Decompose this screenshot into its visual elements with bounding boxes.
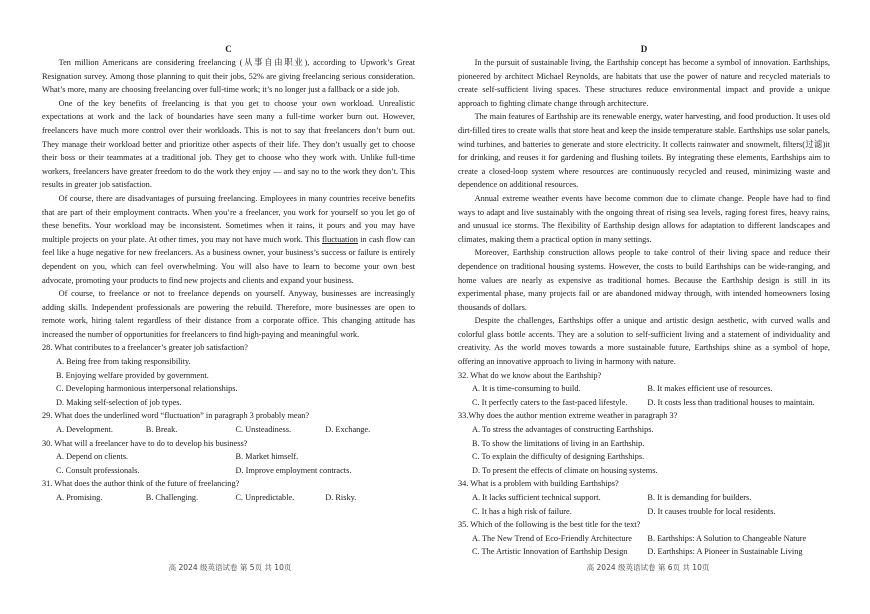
passage-d-column [458, 42, 830, 559]
option-b[interactable]: B. Enjoying welfare provided by government. [56, 370, 209, 380]
option-a[interactable]: A. Development. [56, 425, 113, 435]
option-c[interactable]: C. Unsteadiness. [235, 425, 292, 435]
question-28 [42, 341, 415, 409]
passage-c-paragraph-1: Ten million Americans are considering freelancing (从事自由职业), according to Upwork’s Great Resignation survey. Among those planning to quit their jobs, 52% are giving freelancing serious consideration. What’s more, many are choosing freelancing over full-time work; it’s no longer just a fallback or a side job. [42, 58, 415, 95]
question-stem: 32. What do we know about the Earthship? [458, 370, 602, 380]
option-c[interactable]: C. The Artistic Innovation of Earthship Design [472, 547, 628, 557]
question-33 [458, 409, 830, 477]
options-list [458, 491, 830, 518]
option-a[interactable]: A. It is time-consuming to build. [472, 384, 581, 394]
option-c[interactable]: C. It has a high risk of failure. [472, 506, 572, 516]
option-c[interactable]: C. Consult professionals. [56, 465, 140, 475]
options-list [42, 355, 415, 409]
option-a[interactable]: A. To stress the advantages of constructing Earthships. [472, 425, 654, 435]
question-30 [42, 437, 415, 478]
option-d[interactable]: D. Risky. [325, 493, 357, 502]
option-b[interactable]: B. Market himself. [235, 452, 299, 462]
question-stem: 31. What does the author think of the future of freelancing? [42, 479, 240, 489]
question-stem: 35. Which of the following is the best title for the text? [458, 520, 641, 530]
question-29 [42, 409, 415, 436]
passage-c-paragraph-3 [42, 192, 415, 287]
option-a[interactable]: A. The New Trend of Eco-Friendly Architecture [472, 533, 632, 543]
option-d[interactable]: D. Earthships: A Pioneer in Sustainable Living [647, 547, 803, 557]
options-list [458, 382, 830, 409]
passage-d-paragraph-3: Annual extreme weather events have become common due to climate change. People have had to find ways to adapt and live sustainably with the ongoing threat of rising sea levels, raging forest fires, heavy rains, and unusual ice storms. The flexibility of Earthship design allows for adaptation to different landscapes and climates, making them a practical option in many settings. [458, 193, 830, 244]
option-a[interactable]: A. Promising. [56, 493, 103, 502]
option-b[interactable]: B. Challenging. [145, 493, 199, 502]
passage-d-paragraph-5: Despite the challenges, Earthships offer a unique and artistic design aesthetic, with curved walls and colorful glass bottle accents. They are a solution to self-sufficient living and a statement of individuality and creativity. As the world moves towards a more sustainable future, Earthships shine as a symbol of hope, offering an innovative approach to living in harmony with nature. [458, 316, 830, 367]
option-d[interactable]: D. To present the effects of climate on housing systems. [472, 465, 658, 475]
question-35 [458, 518, 830, 559]
option-b[interactable]: B. Earthships: A Solution to Changeable Nature [647, 533, 807, 543]
option-d[interactable]: D. Exchange. [325, 425, 371, 435]
paragraph-3-rest: in cash flow can feel like a huge negative for new freelancers. As a business owner, your business’s success or failure is entirely dependent on you, which can feel overwhelming. You will also have to learn to become your own best advocate, promoting your products to find new projects and clients and expand your business. [42, 234, 416, 285]
question-stem: 29. What does the underlined word “fluctuation” in paragraph 3 probably mean? [42, 411, 310, 421]
options-list [42, 491, 415, 505]
options-list [458, 532, 830, 559]
option-a[interactable]: A. Depend on clients. [56, 452, 129, 462]
passage-d-paragraph-2: The main features of Earthship are its renewable energy, water harvesting, and food production. It uses old dirt-filled tires to create walls that store heat and keep the inside temperature stable. Earthships use solar panels, wind turbines, and batteries to generate and store electricity. It collects rainwater and snowmelt, filters(过滤)it for drinking, and reuses it for gardening and flushing toilets. By integrating these elements, Earthships aim to create a closed-loop system where resources are continuously recycled and reused, minimizing waste and dependence on additional resources. [458, 112, 830, 190]
paragraph-3-start: Of course, there are disadvantages of pursuing freelancing. Employees in many countries receive benefits that are part of their employment contracts. When you’re a freelancer, you work for yourself so you let go of these benefits. Your workload may be inconsistent. Sometimes when it rains, it pours and you may have multiple projects on your plate. At other times, you may not have much work. This [42, 193, 415, 244]
option-d[interactable]: D. Making self-selection of job types. [56, 397, 182, 407]
question-stem: 33.Why does the author mention extreme weather in paragraph 3? [458, 411, 678, 421]
option-b[interactable]: B. It makes efficient use of resources. [647, 384, 773, 394]
question-34 [458, 477, 830, 518]
question-stem: 28. What contributes to a freelancer’s greater job satisfaction? [42, 343, 248, 353]
option-c[interactable]: C. To explain the difficulty of designing Earthships. [472, 452, 645, 462]
option-b[interactable]: B. It is demanding for builders. [647, 493, 752, 502]
option-d[interactable]: D. It costs less than traditional houses to maintain. [647, 397, 815, 407]
option-d[interactable]: D. It causes trouble for local residents. [647, 506, 776, 516]
option-b[interactable]: B. To show the limitations of living in an Earthship. [472, 438, 645, 448]
page-footer-6: 高 2024 级英语试卷 第 6页 共 10页 [586, 563, 710, 572]
option-b[interactable]: B. Break. [145, 425, 178, 435]
question-32 [458, 369, 830, 410]
options-list [42, 450, 415, 477]
options-list [42, 423, 415, 437]
question-stem: 30. What will a freelancer have to do to develop his business? [42, 438, 248, 448]
option-c[interactable]: C. It perfectly caters to the fast-paced lifestyle. [472, 397, 628, 407]
question-31 [42, 477, 415, 504]
option-c[interactable]: C. Unpredictable. [235, 493, 295, 502]
option-d[interactable]: D. Improve employment contracts. [235, 465, 352, 475]
options-list [458, 423, 830, 477]
page-footer-5: 高 2024 级英语试卷 第 5页 共 10页 [168, 563, 292, 572]
option-a[interactable]: A. It lacks sufficient technical support. [472, 493, 601, 502]
option-a[interactable]: A. Being free from taking responsibility. [56, 357, 191, 367]
question-stem: 34. What is a problem with building Earthships? [458, 479, 619, 489]
section-letter-c: C [225, 44, 232, 54]
passage-c-column [42, 42, 415, 505]
underlined-word-fluctuation: fluctuation [322, 234, 358, 244]
passage-d-paragraph-1: In the pursuit of sustainable living, the Earthship concept has become a symbol of innovation. Earthships, pioneered by architect Michael Reynolds, are habitats that use the power of nature and recycled materials to create self-sufficient living spaces. These structures reduce environmental impact and provide a unique approach to fighting climate change through architecture. [458, 58, 830, 108]
passage-d-paragraph-4: Moreover, Earthship construction allows people to take control of their living space and reduce their dependence on traditional housing systems. However, the costs to build Earthships can be wide-ranging, and home values are nearly as expensive as traditional homes. Because the Earthship design is still in its experimental phase, many projects fail or are abandoned midway through, with intended homeowners losing thousands of dollars. [458, 248, 830, 312]
section-letter-d: D [640, 44, 648, 54]
option-c[interactable]: C. Developing harmonious interpersonal relationships. [56, 384, 238, 394]
passage-c-paragraph-4: Of course, to freelance or not to freelance depends on yourself. Anyway, businesses are increasingly adding skills. Independent professionals are powering the rebuild. Therefore, more businesses are open to remote work, hiring talent regardless of their distance from a corporate office. This changing attitude has increased the number of opportunities for freelancers to find high-paying and meaningful work. [42, 289, 415, 339]
passage-c-paragraph-2: One of the key benefits of freelancing is that you get to choose your own workload. Unrealistic expectations at work and the lack of boundaries have seen many a full-time worker burn out. However, freelancers have much more control over their workloads. This is not to say that freelancers don’t burn out. They manage their workload better and prioritize other aspects of their life. They don’t usually get to choose their boss or their teammates at a traditional job. They get to choose who they work with. Unlike full-time workers, freelancers have greater freedom to do the work they enjoy — and say no to the work they don’t. This results in greater job satisfaction. [42, 98, 415, 190]
